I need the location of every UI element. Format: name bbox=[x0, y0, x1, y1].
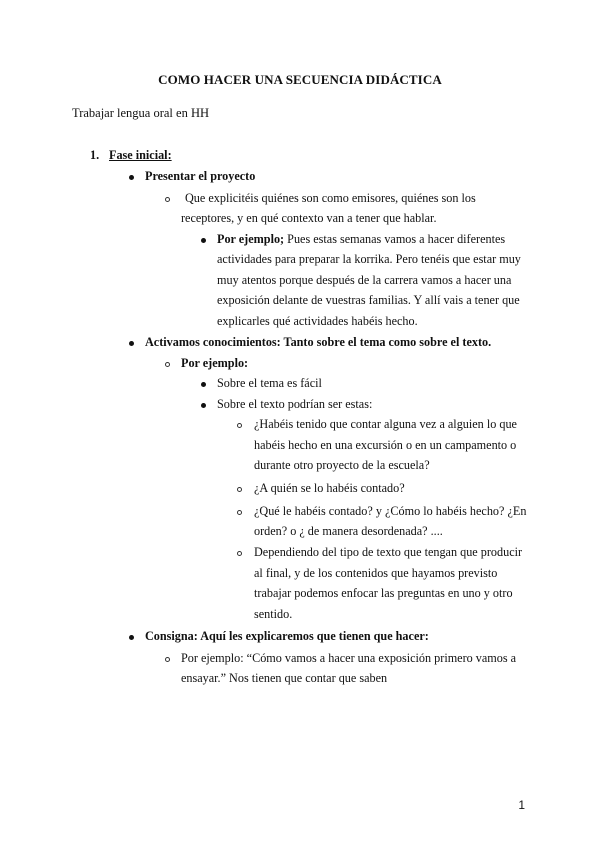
bullet-ring bbox=[165, 188, 170, 209]
question-line: orden? o ¿ de manera desordenada? .... bbox=[254, 524, 443, 538]
presentar-example-line: explicarles qué actividades habéis hecho. bbox=[217, 314, 418, 328]
consigna-heading: Consigna: Aquí les explicaremos que tienen que hacer: bbox=[145, 629, 429, 643]
section-heading: Fase inicial: bbox=[109, 148, 172, 162]
presentar-heading: Presentar el proyecto bbox=[145, 169, 256, 183]
question-line: trabajar podemos enfocar las preguntas en uno y otro bbox=[254, 586, 513, 600]
question-line: ¿A quién se lo habéis contado? bbox=[254, 481, 405, 495]
bullet-dot bbox=[201, 394, 206, 415]
bullet-dot bbox=[129, 166, 134, 187]
question-line: ¿Qué le habéis contado? y ¿Cómo lo habéis hecho? ¿En bbox=[254, 504, 527, 518]
bullet-dot bbox=[201, 229, 206, 250]
bullet-ring bbox=[237, 478, 242, 499]
presentar-desc-line: receptores, y en qué contexto van a tener que hablar. bbox=[181, 211, 437, 225]
activamos-heading: Activamos conocimientos: Tanto sobre el tema como sobre el texto. bbox=[145, 335, 492, 349]
consigna-line: Por ejemplo: “Cómo vamos a hacer una exposición primero vamos a bbox=[181, 651, 517, 665]
presentar-example-line: actividades para preparar la korrika. Pero tenéis que estar muy bbox=[217, 252, 521, 266]
question-line: Dependiendo del tipo de texto que tengan que producir bbox=[254, 545, 523, 559]
question-line: al final, y de los contenidos que hayamos previsto bbox=[254, 566, 498, 580]
activamos-item: Sobre el texto podrían ser estas: bbox=[217, 397, 373, 411]
bullet-dot bbox=[129, 626, 134, 647]
bullet-ring bbox=[237, 414, 242, 435]
page-title: COMO HACER UNA SECUENCIA DIDÁCTICA bbox=[158, 72, 442, 87]
consigna-line: ensayar.” Nos tienen que contar que saben bbox=[181, 671, 388, 685]
presentar-example-line: muy atentos porque después de la carrera vamos a hacer una bbox=[217, 273, 512, 287]
presentar-example-line: exposición delante de vuestras familias. Y allí vais a tener que bbox=[217, 293, 520, 307]
bullet-ring bbox=[165, 353, 170, 374]
example-label: Por ejemplo; bbox=[217, 232, 285, 246]
presentar-desc-line: Que explicitéis quiénes son como emisores, quiénes son los bbox=[185, 191, 476, 205]
question-line: ¿Habéis tenido que contar alguna vez a alguien lo que bbox=[254, 417, 517, 431]
question-line: durante otro proyecto de la escuela? bbox=[254, 458, 430, 472]
bullet-dot bbox=[201, 373, 206, 394]
bullet-ring bbox=[237, 501, 242, 522]
activamos-example-label: Por ejemplo: bbox=[181, 356, 249, 370]
bullet-ring bbox=[237, 542, 242, 563]
question-line: habéis hecho en una excursión o en un campamento o bbox=[254, 438, 517, 452]
section-number: 1. bbox=[90, 148, 100, 162]
subtitle: Trabajar lengua oral en HH bbox=[72, 106, 209, 120]
activamos-item: Sobre el tema es fácil bbox=[217, 376, 322, 390]
presentar-example-line bbox=[217, 229, 505, 250]
question-line: sentido. bbox=[254, 607, 293, 621]
example-text: Pues estas semanas vamos a hacer diferentes bbox=[284, 232, 506, 246]
page-number: 1 bbox=[518, 798, 525, 812]
bullet-ring bbox=[165, 648, 170, 669]
bullet-dot bbox=[129, 332, 134, 353]
